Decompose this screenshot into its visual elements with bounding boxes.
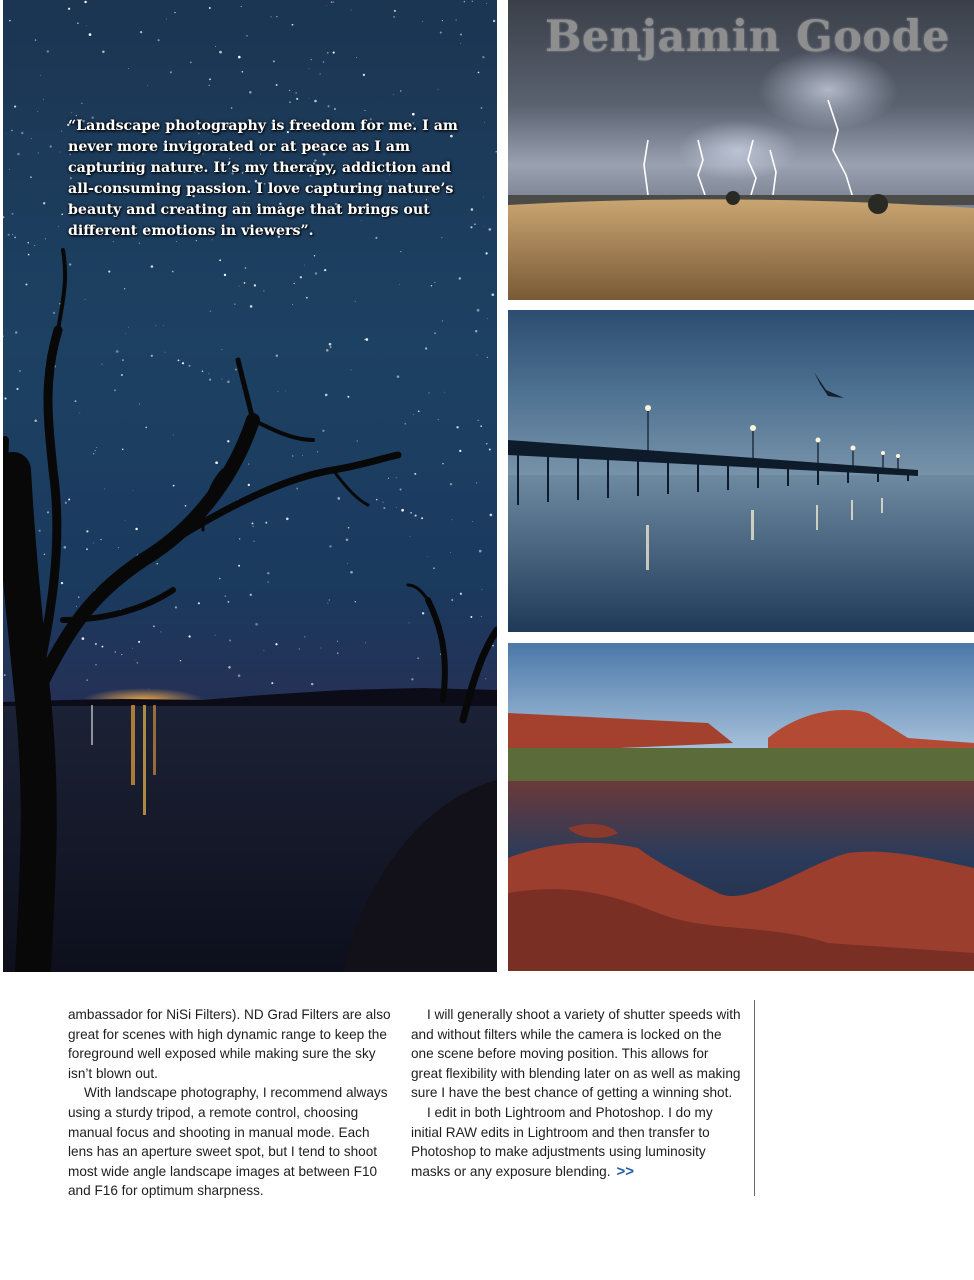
article-paragraph: ambassador for NiSi Filters). ND Grad Filters are also great for scenes with high dynamic range to keep the foreground well exposed while making sure the sky isn’t blown out. (68, 1007, 391, 1081)
article-paragraph: I will generally shoot a variety of shutter speeds with and without filters while the camera is locked on the one scene before moving position. This allows for great flexibility with blending later on as well as making sure I have the best chance of getting a winning shot. (411, 1007, 741, 1101)
continue-arrow: >> (616, 1162, 635, 1180)
article-column-left (68, 1005, 394, 1201)
article-column-right (411, 1005, 741, 1181)
jetty-dusk-photo (508, 310, 974, 632)
pull-quote: “Landscape photography is freedom for me. I am never more invigorated or at peace as I am capturing nature. It’s my therapy, addiction and all-consuming passion. I love capturing nature’s beauty and creating an image that brings out different emotions in viewers”. (68, 118, 458, 239)
article-paragraph: With landscape photography, I recommend always using a sturdy tripod, a remote control, choosing manual focus and shooting in manual mode. Each lens has an aperture sweet spot, but I tend to shoot most wide angle landscape images at between F10 and F16 for optimum sharpness. (68, 1085, 388, 1199)
column-divider (754, 1000, 755, 1196)
red-rock-gorge-photo (508, 643, 974, 971)
article-paragraph (411, 1103, 741, 1181)
article-paragraph-text: I edit in both Lightroom and Photoshop. I do my initial RAW edits in Lightroom and then transfer to Photoshop to make adjustments using luminosity masks or any exposure blending. (411, 1104, 713, 1179)
page-title: Benjamin Goode (545, 12, 950, 62)
